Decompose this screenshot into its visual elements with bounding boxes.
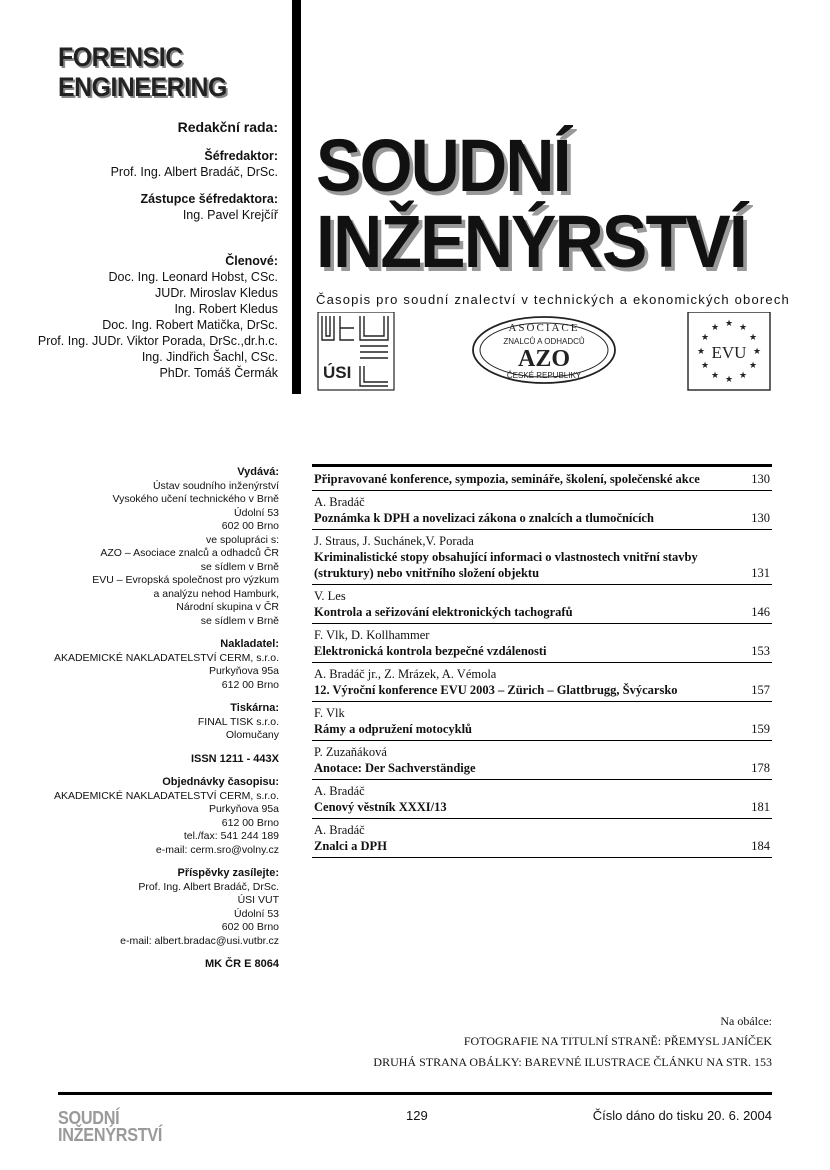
publisher-line-9: Národní skupina v ČR [176,601,279,613]
footer-logo-line-2: INŽENÝRSTVÍ [58,1125,163,1145]
tiskarna-line-1: Olomučany [225,729,279,741]
brand-line-2: ENGINEERING [58,72,227,102]
orders-line-2: 612 00 Brno [221,816,279,829]
title-line-2: INŽENÝRSTVÍ [316,200,746,283]
contrib-line-4: e-mail: albert.bradac@usi.vutbr.cz [120,934,279,947]
member-5: Ing. Jindřich Šachl, CSc. [141,350,278,364]
table-of-contents [312,464,772,858]
evu-logo-text: EVU [711,343,747,362]
publisher-line-1: Vysokého učení technického v Brně [112,493,279,505]
toc-entry-author: A. Bradáč jr., Z. Mrázek, A. Vémola [314,667,497,681]
toc-entry-author: F. Vlk, D. Kollhammer [314,628,430,642]
toc-entry-title: Cenový věstník XXXI/13 [314,800,447,814]
deputy-name: Ing. Pavel Krejčíř [182,208,278,222]
contrib-line-2: Údolní 53 [234,907,279,920]
cover-credit-2: DRUHÁ STRANA OBÁLKY: BAREVNÉ ILUSTRACE ČLÁNKU NA STR. 153 [373,1055,772,1069]
member-0: Doc. Ing. Leonard Hobst, CSc. [108,270,278,284]
footer-rule [58,1092,772,1095]
toc-entry-page: 131 [751,566,770,580]
toc-entry-title: Kriminalistické stopy obsahující informaci o vlastnostech vnitřní stavby (struktury) nebo vnitřního složení objektu [314,550,698,580]
cover-label: Na obálce: [720,1014,772,1028]
orders-line-0: AKADEMICKÉ NAKLADATELSTVÍ CERM, s.r.o. [53,789,279,802]
toc-entry-title: Anotace: Der Sachverständige [314,761,476,775]
svg-text:★: ★ [710,323,720,333]
contrib-label: Příspěvky zasílejte: [177,867,279,879]
azo-logo [473,317,615,383]
member-2: Ing. Robert Kledus [174,302,278,316]
toc-entry-page: 157 [751,683,770,697]
toc-entry[interactable] [312,702,772,741]
footer-logo [58,1110,162,1144]
editorial-board [38,118,278,381]
deputy-label: Zástupce šéfredaktora: [140,192,278,206]
toc-entry[interactable] [312,819,772,858]
publisher-line-10: se sídlem v Brně [200,614,279,627]
publisher-line-8: a analýzu nehod Hamburk, [153,587,279,600]
forensic-engineering-brand [58,42,227,102]
toc-entry-author: F. Vlk [314,706,345,720]
toc-entry-page: 130 [751,511,770,525]
toc-entry[interactable] [312,741,772,780]
toc-entry-title: Kontrola a seřizování elektronických tachografů [314,605,573,619]
nakladatel-line-1: Purkyňova 95a [208,665,279,677]
toc-entry-author: P. Zuzaňáková [314,745,387,759]
contrib-line-3: 602 00 Brno [221,921,279,933]
orders-line-4: e-mail: cerm.sro@volny.cz [155,843,279,856]
footer-logo-line-1: SOUDNÍ [58,1108,120,1128]
publisher-line-7: EVU – Evropská společnost pro výzkum [92,574,279,586]
svg-text:★: ★ [700,333,710,343]
svg-text:★: ★ [710,371,720,381]
journal-subtitle: Časopis pro soudní znalectví v technických a ekonomických oborech [316,292,790,307]
print-date: Číslo dáno do tisku 20. 6. 2004 [592,1108,772,1123]
page-number: 129 [406,1108,428,1123]
brand-line-1: FORENSIC [58,42,183,72]
orders-line-3: tel./fax: 541 244 189 [183,830,279,842]
toc-entry-page: 159 [751,722,770,736]
toc-entry-page: 130 [751,472,770,486]
member-6: PhDr. Tomáš Čermák [159,366,278,380]
toc-entry-author: J. Straus, J. Suchánek,V. Porada [314,534,474,548]
member-1: JUDr. Miroslav Kledus [155,286,278,300]
publisher-line-4: ve spolupráci s: [206,533,279,546]
chief-name: Prof. Ing. Albert Bradáč, DrSc. [110,165,278,179]
nakladatel-line-2: 612 00 Brno [221,678,279,691]
toc-entry-author: A. Bradáč [314,784,365,798]
board-heading: Redakční rada: [177,119,278,135]
azo-logo-main: AZO [517,346,571,372]
toc-entry[interactable] [312,530,772,585]
toc-entry[interactable] [312,585,772,624]
azo-logo-top: ASOCIACE [508,322,580,334]
svg-text:★: ★ [696,347,706,357]
tiskarna-label: Tiskárna: [230,702,279,714]
svg-text:★: ★ [738,371,748,381]
publisher-line-3: 602 00 Brno [221,520,279,532]
contrib-line-0: Prof. Ing. Albert Bradáč, DrSc. [138,880,279,893]
usi-logo-text: ÚSI [323,363,352,382]
publisher-line-2: Údolní 53 [234,506,279,519]
nakladatel-label: Nakladatel: [220,638,279,650]
chief-label: Šéfredaktor: [204,149,278,163]
toc-entry-author: A. Bradáč [314,823,365,837]
svg-text:★: ★ [700,361,710,371]
member-4: Prof. Ing. JUDr. Viktor Porada, DrSc.,dr.h.c. [37,334,278,348]
vertical-divider [292,0,301,394]
svg-text:★: ★ [724,319,734,329]
azo-logo-mid: ZNALCŮ A ODHADCŮ [503,337,585,346]
toc-entry-title: Elektronická kontrola bezpečné vzdálenosti [314,644,547,658]
members-label: Členové: [225,254,278,268]
toc-entry[interactable] [312,663,772,702]
member-3: Doc. Ing. Robert Matička, DrSc. [102,318,278,332]
title-line-1: SOUDNÍ [316,124,570,207]
issn: ISSN 1211 - 443X [190,752,279,765]
tiskarna-line-0: FINAL TISK s.r.o. [197,715,279,728]
toc-entry-title: Znalci a DPH [314,839,387,853]
toc-entry-author: V. Les [314,589,346,603]
toc-entry-page: 153 [751,644,770,658]
publisher-line-6: se sídlem v Brně [200,560,279,573]
svg-text:★: ★ [724,375,734,385]
toc-entry-author: A. Bradáč [314,495,365,509]
colophon [54,466,279,972]
orders-line-1: Purkyňova 95a [208,803,279,815]
partner-logos [316,312,772,392]
usi-logo [318,312,394,390]
toc-entry[interactable] [312,464,772,491]
toc-entry-title: 12. Výroční konference EVU 2003 – Zürich – Glattbrugg, Švýcarsko [314,683,678,697]
svg-text:★: ★ [752,347,762,357]
svg-text:★: ★ [748,361,758,371]
publisher-line-0: Ústav soudního inženýrství [152,479,279,492]
toc-entry-page: 178 [751,761,770,775]
toc-entry-page: 184 [751,839,770,853]
toc-entry[interactable] [312,491,772,530]
nakladatel-line-0: AKADEMICKÉ NAKLADATELSTVÍ CERM, s.r.o. [53,651,279,664]
toc-entry[interactable] [312,780,772,819]
journal-title [316,124,746,283]
evu-logo [688,312,770,390]
azo-logo-bottom: ČESKÉ REPUBLIKY [506,371,582,380]
toc-entry[interactable] [312,624,772,663]
contrib-line-1: ÚSI VUT [237,894,279,906]
svg-text:★: ★ [738,323,748,333]
toc-entry-title: Rámy a odpružení motocyklů [314,722,472,736]
toc-entry-title: Poznámka k DPH a novelizaci zákona o znalcích a tlumočnících [314,511,654,525]
publisher-line-5: AZO – Asociace znalců a odhadců ČR [100,547,279,559]
toc-entry-page: 146 [751,605,770,619]
toc-entry-title: Připravované konference, sympozia, semináře, školení, společenské akce [314,472,700,486]
mk-registration: MK ČR E 8064 [205,958,279,970]
publisher-label: Vydává: [237,466,279,478]
toc-entry-page: 181 [751,800,770,814]
cover-credit-1: FOTOGRAFIE NA TITULNÍ STRANĚ: PŘEMYSL JANÍČEK [463,1034,772,1048]
orders-label: Objednávky časopisu: [162,776,279,788]
svg-text:★: ★ [748,333,758,343]
